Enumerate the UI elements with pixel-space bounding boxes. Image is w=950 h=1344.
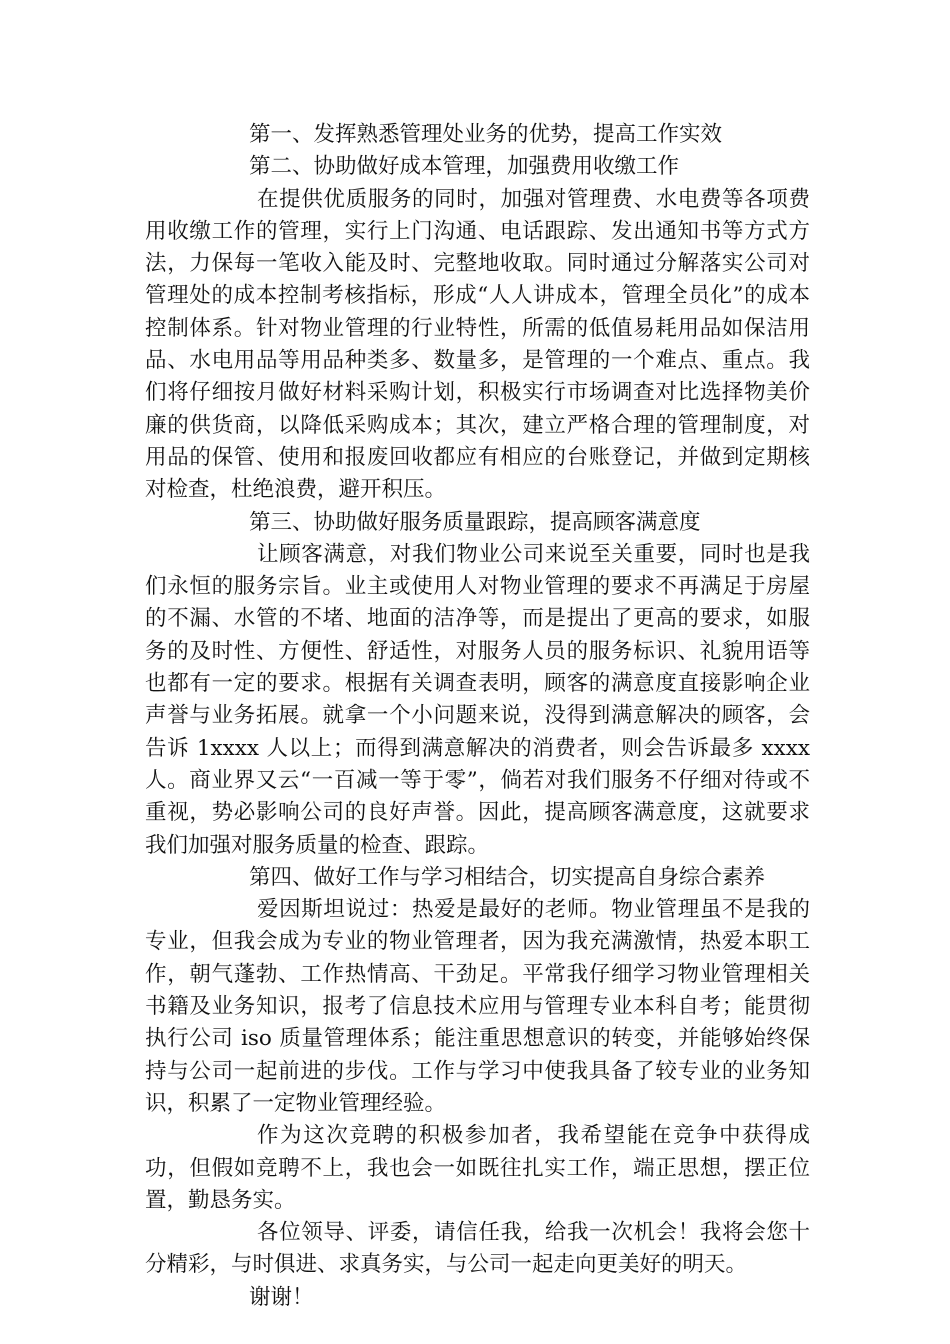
body-paragraph-competition: 作为这次竞聘的积极参加者，我希望能在竞争中获得成功，但假如竞聘不上，我也会一如既往扎实工作，端正思想，摆正位置，勤恳务实。 (145, 1123, 810, 1213)
section-heading-3: 第三、协助做好服务质量跟踪，提高顾客满意度 (249, 509, 701, 535)
body-paragraph-customer-satisfaction: 让顾客满意，对我们物业公司来说至关重要，同时也是我们永恒的服务宗旨。业主或使用人对物业管理的要求不再满足于房屋的不漏、水管的不堵、地面的洁净等，而是提出了更高的要求，如服务的及时性、方便性、舒适性，对服务人员的服务标识、礼貌用语等也都有一定的要求。根据有关调查表明，顾客的满意度直接影响企业声誉与业务拓展。就拿一个小问题来说，没得到满意解决的顾客，会告诉 1xxxx 人以上；而得到满意解决的消费者，则会告诉最多 xxxx 人。商业界又云“一百减一等于零”，倘若对我们服务不仔细对待或不重视，势必影响公司的良好声誉。因此，提高顾客满意度，这就要求我们加强对服务质量的检查、跟踪。 (145, 541, 810, 858)
closing-thanks: 谢谢！ (249, 1284, 314, 1310)
document-body (145, 119, 810, 1314)
section-heading-1: 第一、发挥熟悉管理处业务的优势，提高工作实效 (249, 122, 723, 147)
section-heading-4: 第四、做好工作与学习相结合，切实提高自身综合素养 (249, 864, 766, 890)
body-paragraph-cost-management: 在提供优质服务的同时，加强对管理费、水电费等各项费用收缴工作的管理，实行上门沟通、电话跟踪、发出通知书等方式方法，力保每一笔收入能及时、完整地收取。同时通过分解落实公司对管理处的成本控制考核指标，形成“人人讲成本，管理全员化”的成本控制体系。针对物业管理的行业特性，所需的低值易耗用品如保洁用品、水电用品等用品种类多、数量多，是管理的一个难点、重点。我们将仔细按月做好材料采购计划，积极实行市场调查对比选择物美价廉的供货商，以降低采购成本；其次，建立严格合理的管理制度，对用品的保管、使用和报废回收都应有相应的台账登记，并做到定期核对检查，杜绝浪费，避开积压。 (145, 186, 810, 503)
section-heading-2: 第二、协助做好成本管理，加强费用收缴工作 (249, 154, 680, 180)
body-paragraph-learning: 爱因斯坦说过：热爱是最好的老师。物业管理虽不是我的专业，但我会成为专业的物业管理者，因为我充满激情，热爱本职工作，朝气蓬勃、工作热情高、干劲足。平常我仔细学习物业管理相关书籍及业务知识，报考了信息技术应用与管理专业本科自考；能贯彻执行公司 iso 质量管理体系；能注重思想意识的转变，并能够始终保持与公司一起前进的步伐。工作与学习中使我具备了较专业的业务知识，积累了一定物业管理经验。 (145, 897, 810, 1116)
body-paragraph-appeal: 各位领导、评委，请信任我，给我一次机会！我将会您十分精彩，与时俱进、求真务实，与公司一起走向更美好的明天。 (145, 1220, 810, 1278)
